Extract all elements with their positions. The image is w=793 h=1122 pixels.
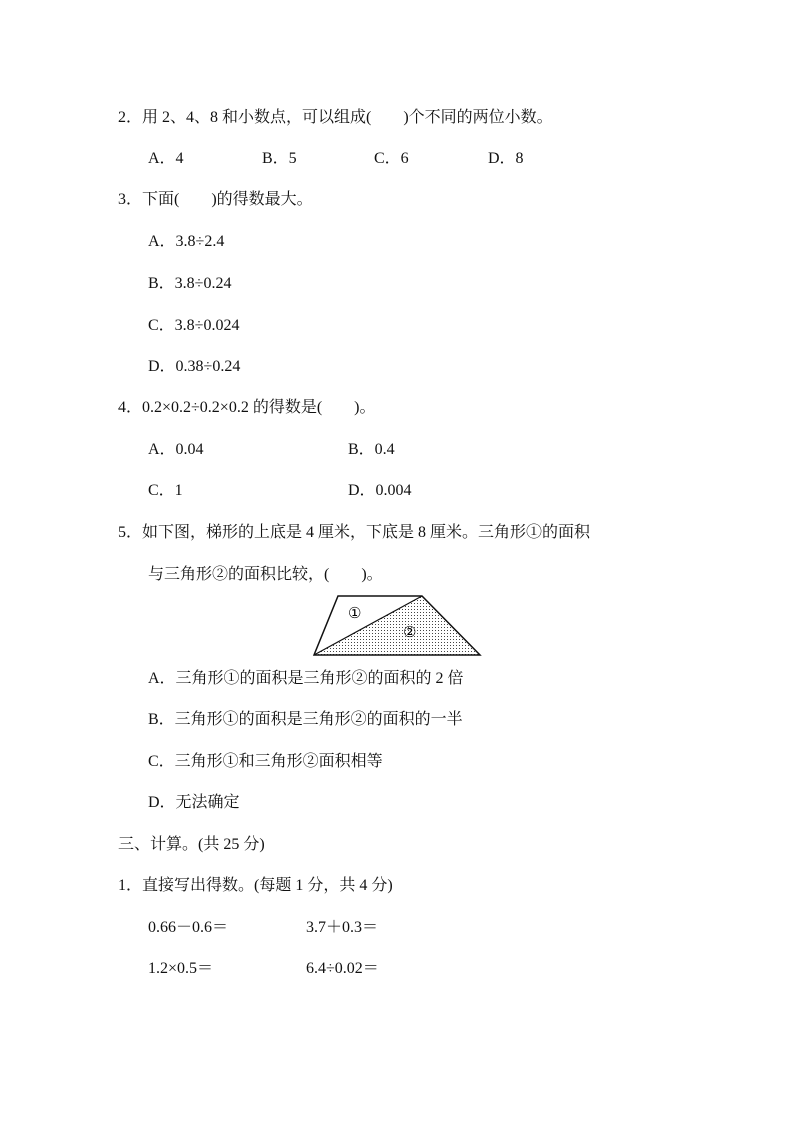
q4-option-b: B．0.4 xyxy=(348,441,395,458)
question-4-stem: 4．0.2×0.2÷0.2×0.2 的得数是( )。 xyxy=(118,399,376,416)
q3-option-d: D．0.38÷0.24 xyxy=(148,358,241,375)
calc-item-2: 3.7＋0.3＝ xyxy=(306,919,379,936)
section-3-question-1-stem: 1．直接写出得数。(每题 1 分，共 4 分) xyxy=(118,877,393,894)
q3-option-c: C．3.8÷0.024 xyxy=(148,317,240,334)
trapezoid-figure xyxy=(300,585,500,665)
q3-option-a: A．3.8÷2.4 xyxy=(148,233,225,250)
q5-option-b: B．三角形①的面积是三角形②的面积的一半 xyxy=(148,711,463,728)
triangle-2-label: ② xyxy=(403,625,417,641)
q3-option-b: B．3.8÷0.24 xyxy=(148,275,232,292)
section-3-title: 三、计算。(共 25 分) xyxy=(118,836,265,853)
calc-item-4: 6.4÷0.02＝ xyxy=(306,960,379,977)
q5-option-c: C．三角形①和三角形②面积相等 xyxy=(148,753,383,770)
question-3-stem: 3．下面( )的得数最大。 xyxy=(118,191,313,208)
question-5-stem-line2: 与三角形②的面积比较，( )。 xyxy=(148,566,383,583)
q4-option-a: A．0.04 xyxy=(148,441,204,458)
calc-item-3: 1.2×0.5＝ xyxy=(148,960,214,977)
q2-option-b: B．5 xyxy=(262,150,297,167)
q2-option-a: A．4 xyxy=(148,150,184,167)
question-2-stem: 2．用 2、4、8 和小数点，可以组成( )个不同的两位小数。 xyxy=(118,109,553,126)
triangle-2-shaded xyxy=(314,596,480,655)
question-5-stem-line1: 5．如下图，梯形的上底是 4 厘米，下底是 8 厘米。三角形①的面积 xyxy=(118,524,591,541)
triangle-1-label: ① xyxy=(348,606,362,622)
q5-option-a: A．三角形①的面积是三角形②的面积的 2 倍 xyxy=(148,670,464,687)
q4-option-c: C．1 xyxy=(148,482,183,499)
calc-item-1: 0.66－0.6＝ xyxy=(148,919,229,936)
q2-option-d: D．8 xyxy=(488,150,524,167)
q4-option-d: D．0.004 xyxy=(348,482,412,499)
q2-option-c: C．6 xyxy=(374,150,409,167)
q5-option-d: D．无法确定 xyxy=(148,794,240,811)
